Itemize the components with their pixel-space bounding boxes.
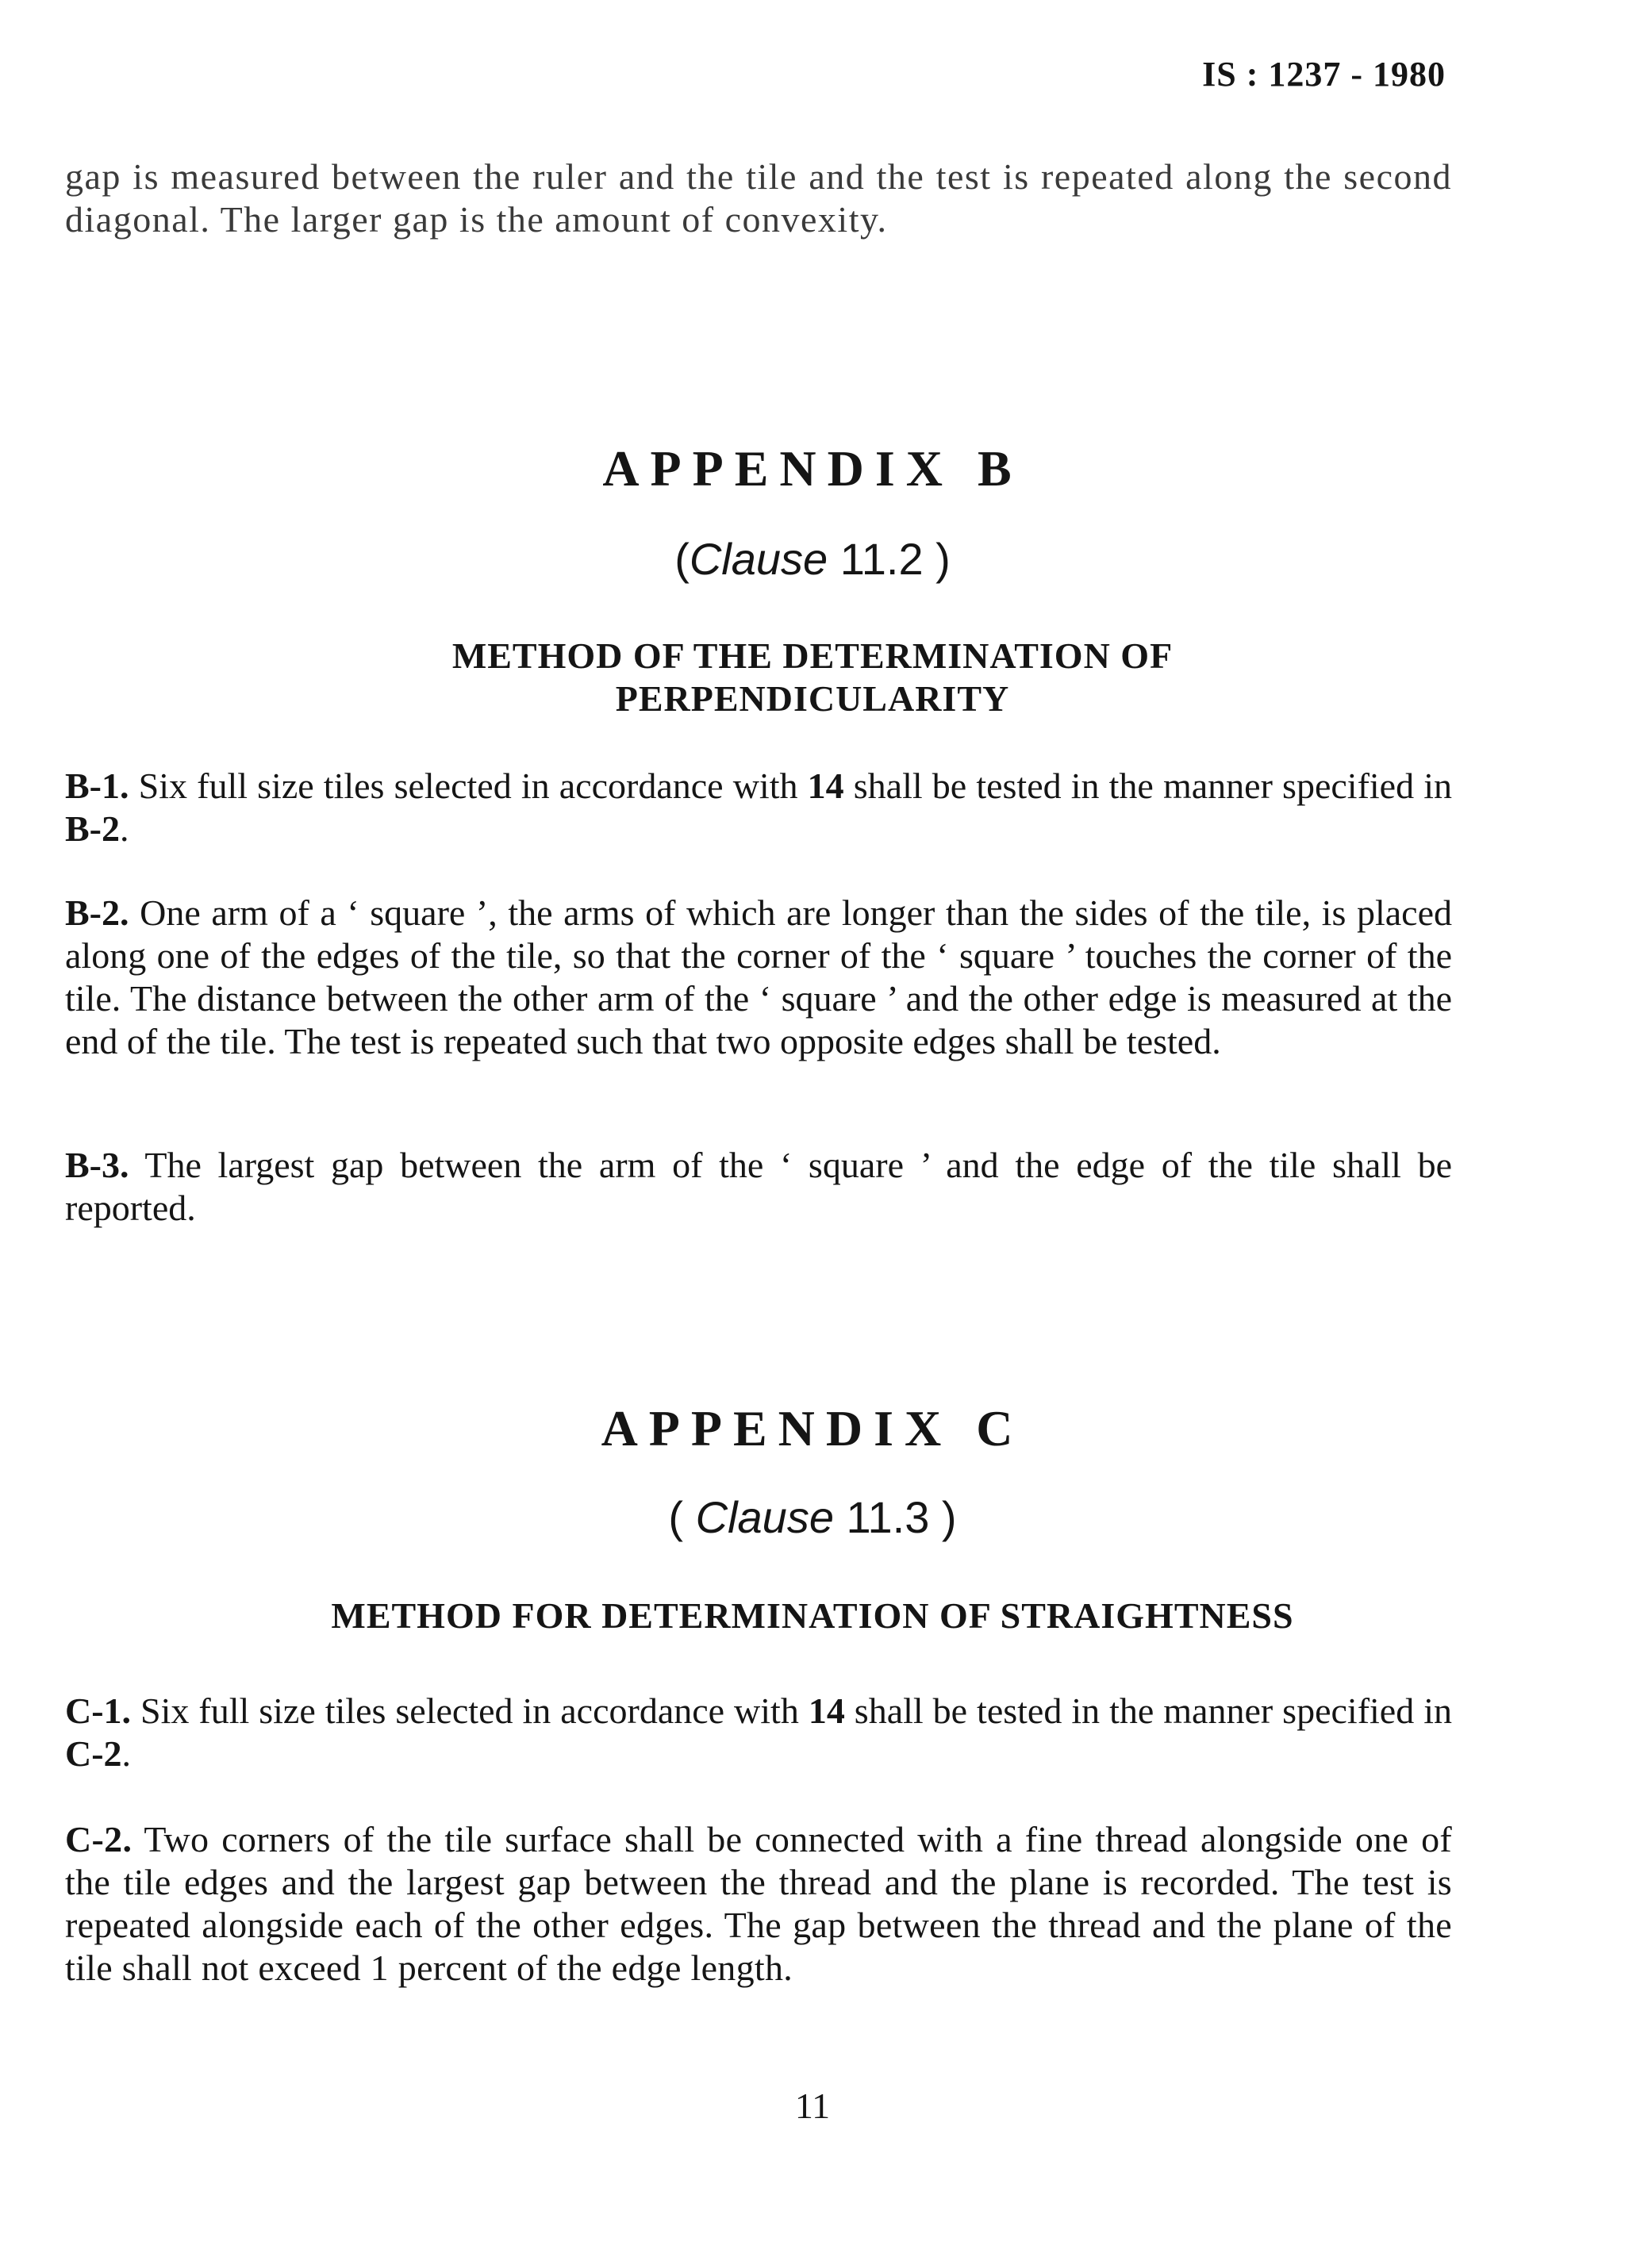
clause-cross-ref-2: C-2 [65,1733,122,1774]
appendix-c-clause-reference [0,1491,1625,1543]
clause-cross-ref-2: B-2 [65,808,120,849]
clause-text: Two corners of the tile surface shall be connected with a fine thread alongside one of the tile edges and the largest gap between the thread and the plane is recorded. The test is repeated alongside each of the other edges. The gap between the thread and the plane of the tile shall not exceed 1 percent of the edge length. [65,1819,1452,1988]
appendix-b-method-heading [0,635,1625,720]
method-heading-line-1: METHOD OF THE DETERMINATION OF [451,635,1174,676]
clause-c1 [65,1690,1452,1775]
clause-open-paren: ( [674,534,690,584]
clause-ref: C-1. [65,1690,132,1731]
appendix-c-method-heading: METHOD FOR DETERMINATION OF STRAIGHTNESS [331,1595,1294,1636]
continuation-paragraph: gap is measured between the ruler and the tile and the test is repeated along the second diagonal. The larger gap is the amount of convexity. [65,156,1452,240]
clause-ref: B-2. [65,892,129,933]
clause-word: Clause [689,534,828,584]
clause-cross-ref: 14 [807,766,844,806]
clause-text-after: shall be tested in the manner specified in [844,1690,1452,1731]
clause-number: 11.3 ) [833,1492,957,1542]
clause-c2 [65,1818,1452,1990]
page-number: 11 [794,2086,831,2126]
clause-text: Six full size tiles selected in accordance with [129,766,808,806]
appendix-b-clause-reference [0,533,1625,585]
clause-text-end: . [120,808,129,849]
clause-text: One arm of a ‘ square ’, the arms of which are longer than the sides of the tile, is placed along one of the edges of the tile, so that the corner of the ‘ square ’ touches the corner of the tile. The distance between the other arm of the ‘ square ’ and the other edge is measured at the end of the tile. The test is repeated such that two opposite edges shall be tested. [65,892,1452,1061]
clause-open-paren: ( [668,1492,696,1542]
clause-ref: C-2. [65,1819,133,1859]
appendix-c-title: APPENDIX C [601,1400,1024,1456]
clause-text-end: . [121,1733,132,1774]
clause-cross-ref: 14 [808,1690,845,1731]
clause-ref: B-1. [65,766,129,806]
clause-text: The largest gap between the arm of the ‘ square ’ and the edge of the tile shall be reported. [65,1145,1452,1228]
clause-text: Six full size tiles selected in accordance with [131,1690,809,1731]
clause-ref: B-3. [65,1145,129,1185]
clause-word: Clause [695,1492,834,1542]
clause-b1 [65,765,1452,850]
method-heading-line-2: PERPENDICULARITY [615,678,1010,719]
clause-number: 11.2 ) [828,534,951,584]
clause-b2 [65,892,1452,1063]
appendix-b-title: APPENDIX B [602,440,1023,497]
clause-text-after: shall be tested in the manner specified in [843,766,1452,806]
clause-b3 [65,1144,1452,1230]
standard-number: IS : 1237 - 1980 [1202,55,1446,94]
